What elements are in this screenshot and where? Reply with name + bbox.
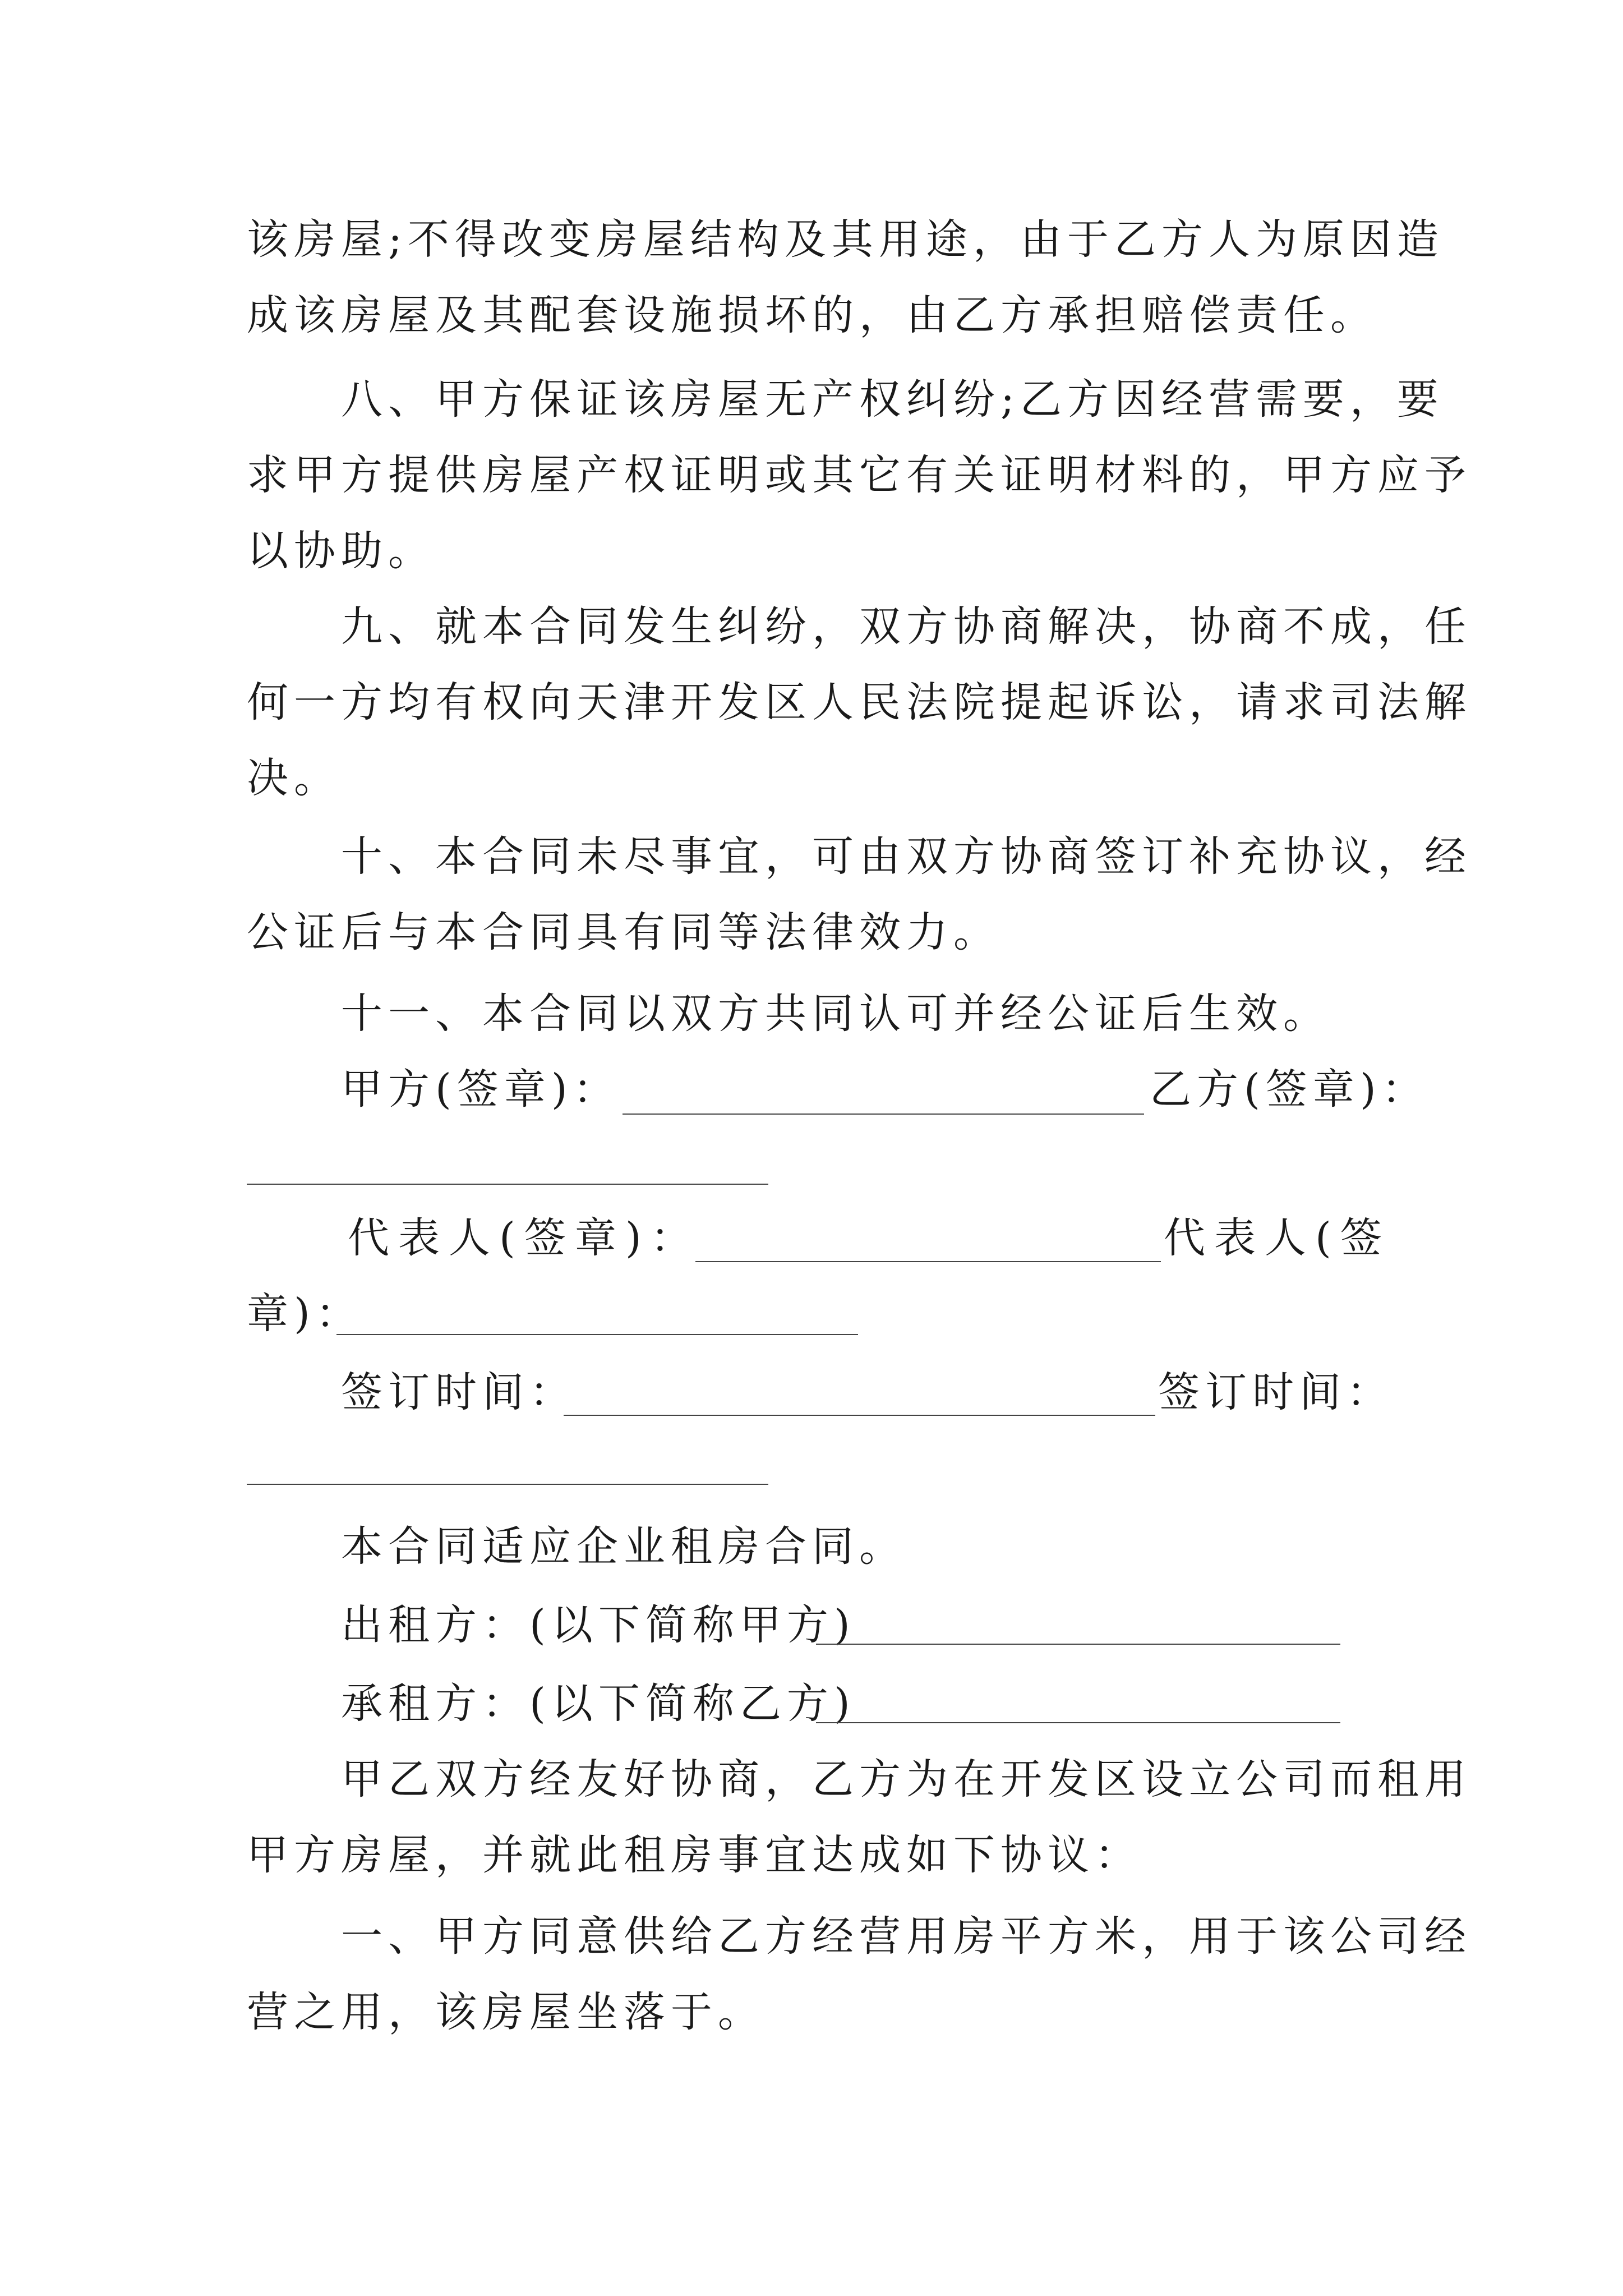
sign-date-a-line[interactable] [564, 1415, 1155, 1416]
clause-11-line-1: 十一、本合同以双方共同认可并经公证后生效。 [247, 990, 1330, 1038]
lessee-name-line[interactable] [816, 1722, 1340, 1723]
sign-date-b-line[interactable] [247, 1484, 768, 1485]
lessor-label: 出租方：(以下简称甲方) [247, 1601, 856, 1649]
sign-date-b-label: 签订时间： [1158, 1368, 1394, 1416]
clause-10-line-1: 十、本合同未尽事宜，可由双方协商签订补充协议，经 [247, 832, 1472, 881]
clause-8-line-2: 求甲方提供房屋产权证明或其它有关证明材料的，甲方应予 [247, 451, 1472, 499]
party-b-signature-line[interactable] [247, 1184, 768, 1185]
rep-b-signature-label: 代表人(签 [1164, 1214, 1391, 1262]
rep-a-signature-line[interactable] [695, 1261, 1161, 1262]
rep-b-signature-line[interactable] [336, 1334, 858, 1335]
clause-9-line-1: 九、就本合同发生纠纷，双方协商解决，协商不成，任 [247, 602, 1472, 651]
clause-1-line-1: 一、甲方同意供给乙方经营用房平方米，用于该公司经 [247, 1912, 1472, 1961]
agreement-intro-line-2: 甲方房屋，并就此租房事宜达成如下协议： [247, 1831, 1142, 1879]
clause-8-line-1: 八、甲方保证该房屋无产权纠纷;乙方因经营需要，要 [247, 375, 1444, 424]
clause-8-line-3: 以协助。 [247, 527, 435, 575]
party-b-signature-label: 乙方(签章)： [1150, 1065, 1429, 1114]
rep-a-signature-label: 代表人(签章)： [247, 1214, 701, 1262]
sign-date-a-label: 签订时间： [247, 1368, 577, 1416]
clause-1-line-2: 营之用，该房屋坐落于。 [247, 1988, 765, 2036]
party-a-signature-line[interactable] [623, 1114, 1144, 1115]
clause-9-line-3: 决。 [247, 754, 341, 802]
agreement-intro-line-1: 甲乙双方经友好协商，乙方为在开发区设立公司而租用 [247, 1755, 1472, 1803]
rep-b-signature-label-cont: 章)： [247, 1290, 363, 1338]
paragraph-line-2: 成该房屋及其配套设施损坏的，由乙方承担赔偿责任。 [247, 291, 1377, 339]
lessor-name-line[interactable] [816, 1644, 1340, 1645]
paragraph-line-1: 该房屋;不得改变房屋结构及其用途，由于乙方人为原因造 [247, 215, 1444, 264]
party-a-signature-label: 甲方(签章)： [247, 1065, 620, 1114]
clause-9-line-2: 何一方均有权向天津开发区人民法院提起诉讼，请求司法解 [247, 678, 1472, 726]
contract-applicability: 本合同适应企业租房合同。 [247, 1522, 906, 1571]
clause-10-line-2: 公证后与本合同具有同等法律效力。 [247, 908, 1000, 956]
lessee-label: 承租方：(以下简称乙方) [247, 1680, 856, 1728]
